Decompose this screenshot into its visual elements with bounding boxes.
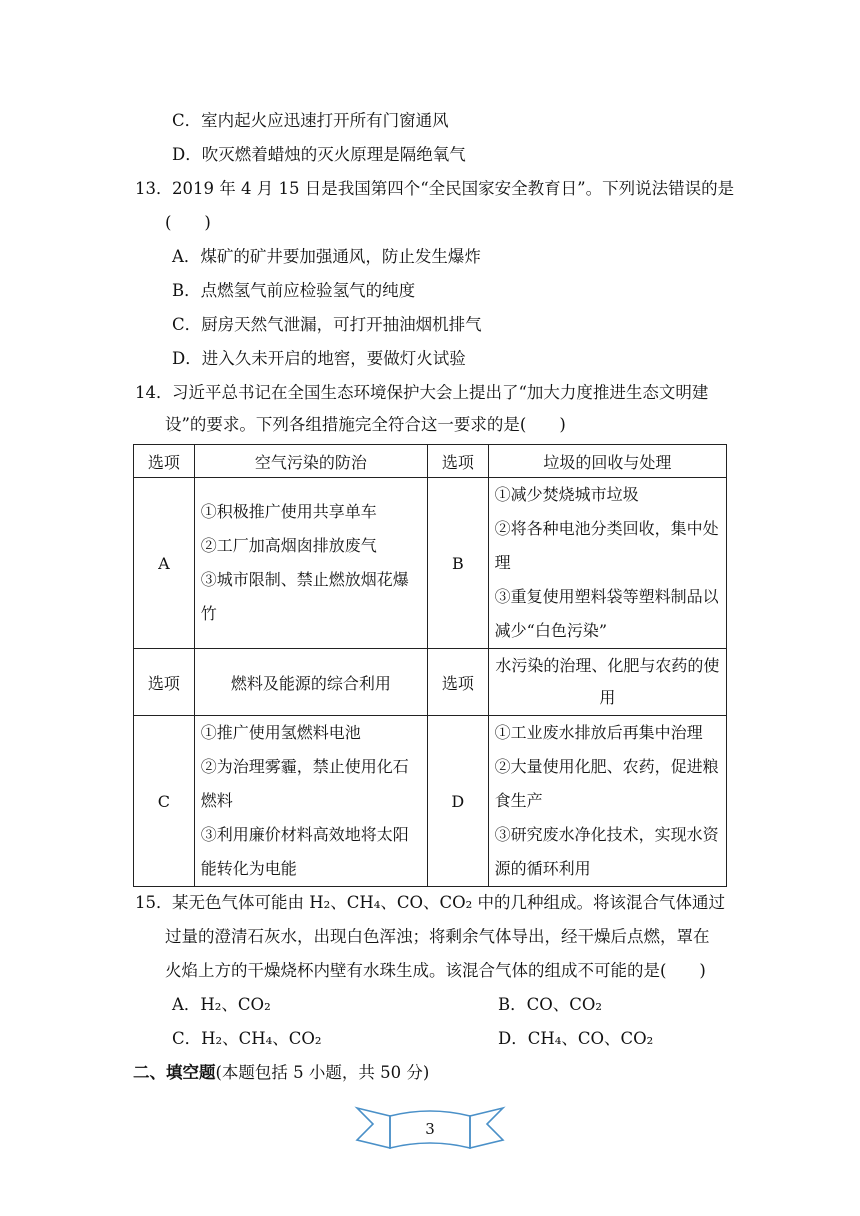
section-title: 二、填空题: [133, 1063, 216, 1082]
list-item: ①推广使用氢燃料电池: [200, 723, 361, 742]
q13-option-b: B．点燃氢气前应检验氢气的纯度: [172, 281, 416, 300]
option-letter-b: B: [427, 478, 488, 649]
header-category-energy: 燃料及能源的综合利用: [194, 649, 427, 716]
list-item: ③研究废水净化技术，实现水资源的循环利用: [494, 825, 719, 878]
header-option-label: 选项: [134, 445, 195, 478]
option-d-measures: [488, 716, 726, 887]
q15-stem-line2: 过量的澄清石灰水，出现白色浑浊；将剩余气体导出，经干燥后点燃，罩在: [165, 927, 710, 946]
q14-options-table: [133, 444, 727, 887]
table-row: [134, 478, 727, 649]
header-option-label: 选项: [427, 445, 488, 478]
header-category-water: 水污染的治理、化肥与农药的使用: [488, 649, 726, 716]
list-item: ②大量使用化肥、农药，促进粮食生产: [494, 757, 719, 810]
header-option-label: 选项: [427, 649, 488, 716]
q15-option-b: B．CO、CO₂: [498, 995, 603, 1014]
page-number-banner: [345, 1100, 515, 1162]
option-a-measures: [194, 478, 427, 649]
option-letter-a: A: [134, 478, 195, 649]
q12-option-d: D．吹灭燃着蜡烛的灭火原理是隔绝氧气: [172, 145, 466, 164]
section-heading: [133, 1062, 429, 1084]
header-category-air: 空气污染的防治: [194, 445, 427, 478]
q14-stem-line2: 设”的要求。下列各组措施完全符合这一要求的是( ): [165, 415, 566, 434]
q12-option-c: C．室内起火应迅速打开所有门窗通风: [172, 111, 449, 130]
option-letter-c: C: [134, 716, 195, 887]
q13-option-d: D．进入久未开启的地窖，要做灯火试验: [172, 349, 466, 368]
option-letter-d: D: [427, 716, 488, 887]
q15-option-a: A．H₂、CO₂: [172, 995, 271, 1014]
q14-stem-line1: 习近平总书记在全国生态环境保护大会上提出了“加大力度推进生态文明建: [172, 383, 709, 402]
list-item: ①减少焚烧城市垃圾: [494, 485, 639, 504]
option-c-measures: [194, 716, 427, 887]
table-header-row: [134, 445, 727, 478]
list-item: ③利用廉价材料高效地将太阳能转化为电能: [200, 825, 409, 878]
list-item: ②为治理雾霾，禁止使用化石燃料: [200, 757, 409, 810]
list-item: ②将各种电池分类回收，集中处理: [494, 519, 719, 572]
q13-stem-line2: ( ): [165, 213, 211, 232]
q13-option-a: A．煤矿的矿井要加强通风，防止发生爆炸: [172, 247, 481, 266]
q14-number: 14．: [135, 383, 173, 402]
q15-stem-line1: 某无色气体可能由 H₂、CH₄、CO、CO₂ 中的几种组成。将该混合气体通过: [172, 893, 726, 912]
option-b-measures: [488, 478, 726, 649]
section-note: (本题包括 5 小题，共 50 分): [215, 1063, 430, 1082]
list-item: ③重复使用塑料袋等塑料制品以减少“白色污染”: [494, 587, 719, 640]
q13-number: 13．: [135, 179, 173, 198]
q15-option-c: C．H₂、CH₄、CO₂: [172, 1029, 322, 1048]
q13-stem-line1: 2019 年 4 月 15 日是我国第四个“全民国家安全教育日”。下列说法错误的是: [172, 179, 735, 198]
table-header-row: [134, 649, 727, 716]
q15-stem-line3: 火焰上方的干燥烧杯内壁有水珠生成。该混合气体的组成不可能的是( ): [165, 961, 706, 980]
list-item: ②工厂加高烟囱排放废气: [200, 536, 377, 555]
q13-option-c: C．厨房天然气泄漏，可打开抽油烟机排气: [172, 315, 482, 334]
list-item: ③城市限制、禁止燃放烟花爆竹: [200, 570, 409, 623]
list-item: ①积极推广使用共享单车: [200, 502, 377, 521]
table-row: [134, 716, 727, 887]
header-category-garbage: 垃圾的回收与处理: [488, 445, 726, 478]
q15-option-d: D．CH₄、CO、CO₂: [498, 1029, 654, 1048]
header-option-label: 选项: [134, 649, 195, 716]
list-item: ①工业废水排放后再集中治理: [494, 723, 703, 742]
q15-number: 15．: [135, 893, 173, 912]
page-number: 3: [425, 1120, 435, 1138]
